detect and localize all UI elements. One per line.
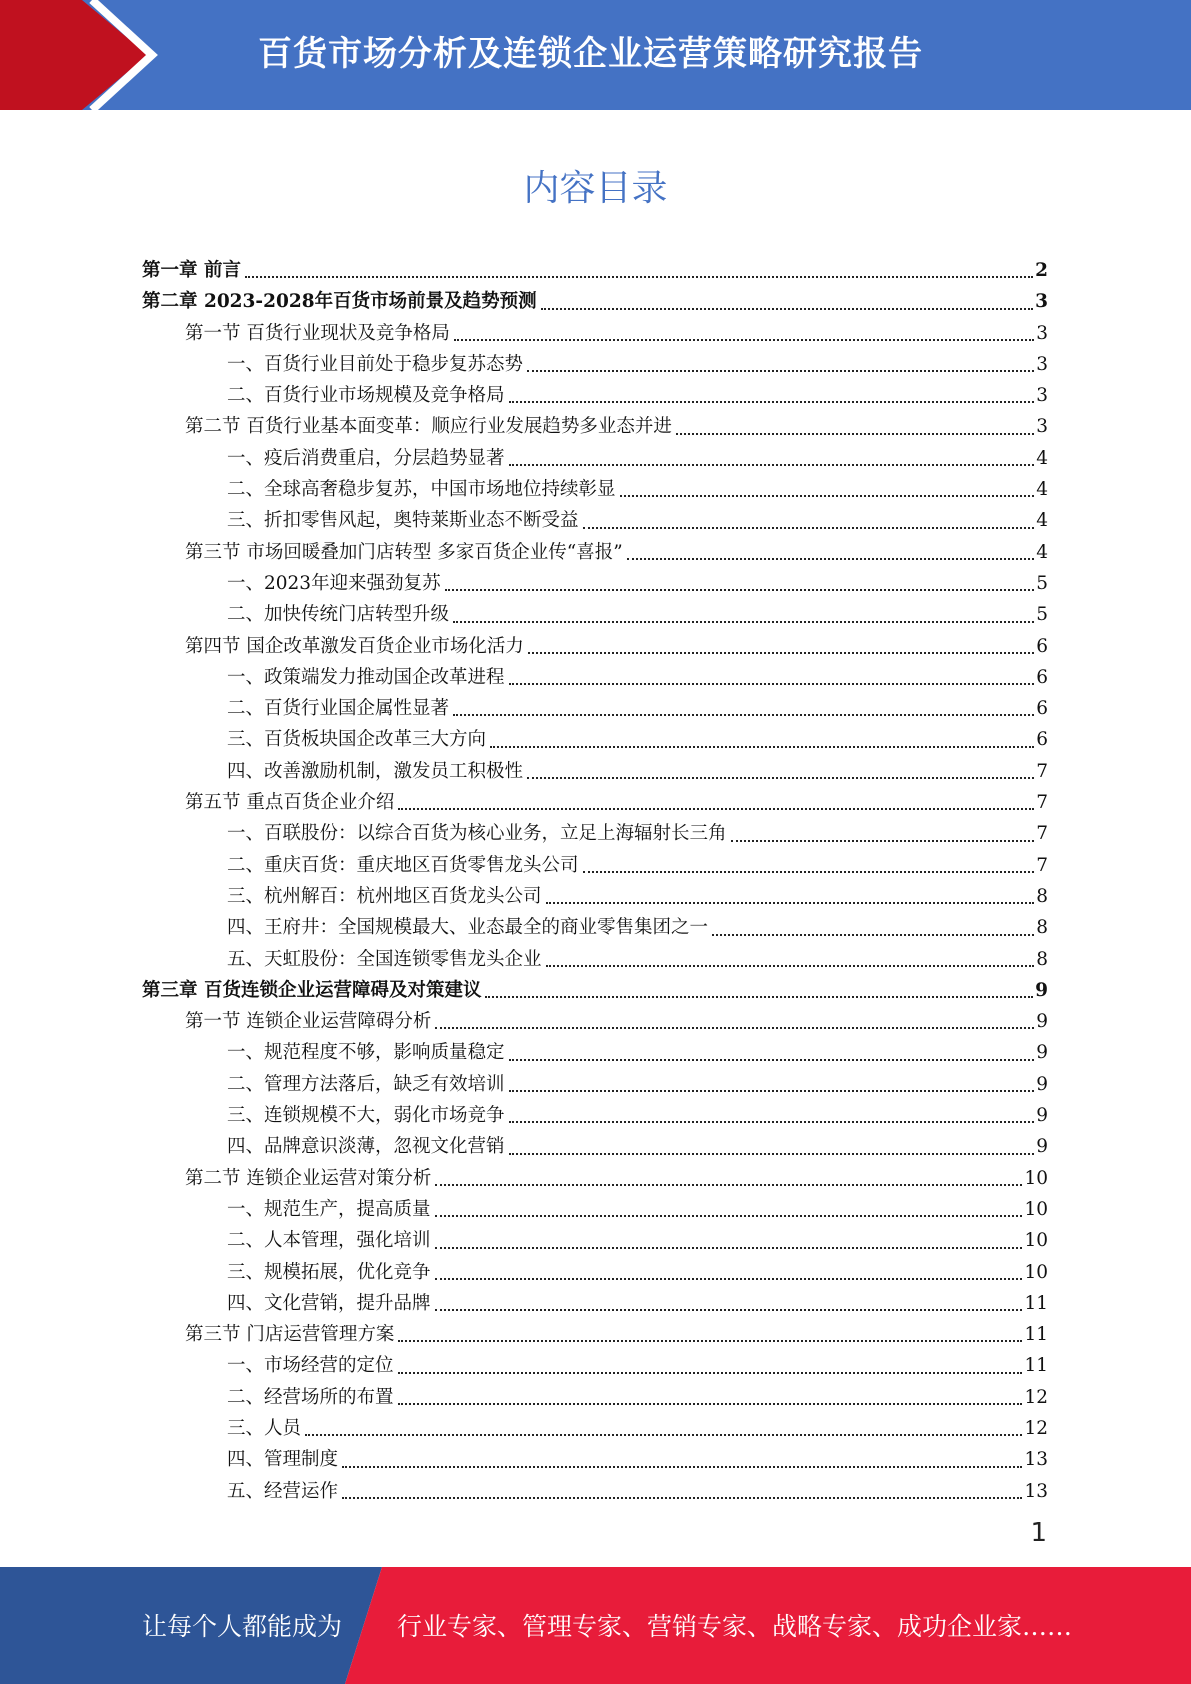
toc-entry[interactable]: [142, 1350, 1048, 1381]
toc-entry-page: 2: [1035, 260, 1048, 281]
toc-entry-page: 13: [1024, 1480, 1048, 1502]
toc-entry-page: 4: [1036, 510, 1048, 532]
toc-entry-label: 第一节 百货行业现状及竞争格局: [185, 322, 450, 344]
toc-entry[interactable]: [142, 568, 1048, 599]
toc-entry-label: 三、人员: [227, 1417, 302, 1439]
toc-entry-page: 10: [1024, 1261, 1048, 1283]
toc-entry[interactable]: [142, 1100, 1048, 1131]
toc-entry[interactable]: [142, 1225, 1048, 1256]
toc-leader-dots: [245, 276, 1033, 278]
toc-leader-dots: [528, 652, 1034, 654]
toc-entry-page: 7: [1036, 792, 1048, 814]
toc-entry[interactable]: [142, 975, 1048, 1006]
toc-entry-label: 二、管理方法落后，缺乏有效培训: [227, 1073, 505, 1095]
toc-entry-page: 11: [1024, 1355, 1048, 1377]
toc-leader-dots: [676, 433, 1034, 435]
toc-entry-page: 3: [1036, 353, 1048, 375]
toc-entry[interactable]: [142, 1163, 1048, 1194]
toc-entry-label: 第三章 百货连锁企业运营障碍及对策建议: [142, 979, 482, 1001]
toc-entry-label: 第五节 重点百货企业介绍: [185, 792, 395, 814]
toc-entry-label: 四、文化营销，提升品牌: [227, 1292, 431, 1314]
toc-leader-dots: [712, 934, 1034, 936]
toc-entry-label: 二、重庆百货：重庆地区百货零售龙头公司: [227, 854, 579, 876]
toc-entry-page: 12: [1024, 1386, 1048, 1408]
toc-entry[interactable]: [142, 1476, 1048, 1507]
toc-entry-page: 9: [1036, 1105, 1048, 1127]
toc-entry-label: 第二章 2023-2028年百货市场前景及趋势预测: [142, 291, 537, 313]
toc-leader-dots: [509, 1059, 1035, 1061]
toc-entry-label: 四、品牌意识淡薄，忽视文化营销: [227, 1136, 505, 1158]
toc-entry-label: 二、人本管理，强化培训: [227, 1230, 431, 1252]
toc-leader-dots: [509, 1121, 1035, 1123]
toc-leader-dots: [435, 1309, 1023, 1311]
toc-leader-dots: [583, 527, 1035, 529]
toc-entry[interactable]: [142, 881, 1048, 912]
toc-entry-page: 7: [1036, 823, 1048, 845]
footer-slogan-left: 让每个人都能成为: [142, 1612, 343, 1641]
toc-entry[interactable]: [142, 724, 1048, 755]
toc-entry[interactable]: [142, 818, 1048, 849]
toc-entry-label: 四、改善激励机制，激发员工积极性: [227, 760, 524, 782]
toc-entry-page: 9: [1036, 1011, 1048, 1033]
toc-entry-label: 二、全球高奢稳步复苏，中国市场地位持续彰显: [227, 479, 616, 501]
toc-leader-dots: [485, 996, 1033, 998]
toc-entry[interactable]: [142, 1069, 1048, 1100]
toc-entry-page: 9: [1036, 1042, 1048, 1064]
toc-leader-dots: [453, 621, 1034, 623]
toc-entry-page: 8: [1036, 885, 1048, 907]
toc-entry-page: 9: [1036, 1136, 1048, 1158]
toc-leader-dots: [398, 1403, 1023, 1405]
toc-entry-label: 第二节 连锁企业运营对策分析: [185, 1167, 432, 1189]
toc-heading: 内容目录: [523, 168, 668, 209]
toc-entry-label: 第四节 国企改革激发百货企业市场化活力: [185, 635, 524, 657]
toc-entry[interactable]: [142, 693, 1048, 724]
toc-entry-label: 五、经营运作: [227, 1480, 339, 1502]
toc-entry-label: 三、百货板块国企改革三大方向: [227, 729, 487, 751]
toc-leader-dots: [546, 902, 1035, 904]
toc-entry-label: 第三节 市场回暖叠加门店转型 多家百货企业传“喜报”: [185, 541, 623, 563]
toc-entry-label: 四、管理制度: [227, 1449, 339, 1471]
toc-leader-dots: [435, 1247, 1023, 1249]
toc-leader-dots: [398, 1340, 1022, 1342]
toc-entry-label: 第一章 前言: [142, 260, 241, 281]
toc-entry[interactable]: [142, 537, 1048, 568]
toc-leader-dots: [509, 401, 1035, 403]
toc-entry-label: 一、百联股份：以综合百货为核心业务，立足上海辐射长三角: [227, 823, 727, 845]
toc-entry-label: 三、折扣零售风起，奥特莱斯业态不断受益: [227, 510, 579, 532]
toc-entry[interactable]: [142, 787, 1048, 818]
toc-entry[interactable]: [142, 255, 1048, 286]
toc-entry-label: 二、百货行业市场规模及竞争格局: [227, 385, 505, 407]
toc-leader-dots: [398, 1372, 1023, 1374]
toc-entry-label: 第三节 门店运营管理方案: [185, 1324, 395, 1346]
toc-entry-page: 10: [1024, 1167, 1048, 1189]
toc-entry[interactable]: [142, 1288, 1048, 1319]
toc-entry-page: 3: [1036, 322, 1048, 344]
toc-entry-label: 一、规范程度不够，影响质量稳定: [227, 1042, 505, 1064]
toc-leader-dots: [342, 1497, 1022, 1499]
toc-entry-page: 8: [1036, 917, 1048, 939]
toc-entry[interactable]: [142, 599, 1048, 630]
toc-entry-page: 11: [1024, 1324, 1048, 1346]
toc-entry[interactable]: [142, 505, 1048, 536]
header-banner: [0, 0, 1191, 110]
toc-entry[interactable]: [142, 1194, 1048, 1225]
toc-entry[interactable]: [142, 411, 1048, 442]
toc-leader-dots: [527, 370, 1034, 372]
toc-entry-page: 6: [1036, 729, 1048, 751]
toc-entry-label: 第二节 百货行业基本面变革：顺应行业发展趋势多业态并进: [185, 416, 672, 438]
toc-entry-page: 5: [1036, 604, 1048, 626]
toc-entry-label: 二、加快传统门店转型升级: [227, 604, 450, 626]
toc-leader-dots: [509, 683, 1035, 685]
toc-entry-page: 12: [1024, 1417, 1048, 1439]
toc-entry-page: 4: [1036, 541, 1048, 563]
toc-entry[interactable]: [142, 1382, 1048, 1413]
toc-entry-page: 9: [1036, 1073, 1048, 1095]
toc-entry[interactable]: [142, 662, 1048, 693]
toc-entry-label: 一、市场经营的定位: [227, 1355, 394, 1377]
toc-entry-page: 9: [1035, 979, 1048, 1001]
toc-entry-label: 一、政策端发力推动国企改革进程: [227, 666, 505, 688]
toc-entry[interactable]: [142, 349, 1048, 380]
toc-entry[interactable]: [142, 1006, 1048, 1037]
toc-leader-dots: [583, 871, 1035, 873]
toc-entry[interactable]: [142, 474, 1048, 505]
toc-entry-label: 一、2023年迎来强劲复苏: [227, 572, 441, 594]
toc-leader-dots: [620, 495, 1035, 497]
toc-entry-label: 一、百货行业目前处于稳步复苏态势: [227, 353, 524, 375]
toc-entry-label: 三、连锁规模不大，弱化市场竞争: [227, 1105, 505, 1127]
toc-entry-page: 8: [1036, 948, 1048, 970]
toc-entry-label: 第一节 连锁企业运营障碍分析: [185, 1011, 432, 1033]
footer-slogan-right: 行业专家、管理专家、营销专家、战略专家、成功企业家……: [397, 1612, 1073, 1641]
toc-entry-page: 10: [1024, 1230, 1048, 1252]
toc-entry[interactable]: [142, 1444, 1048, 1475]
toc-entry[interactable]: [142, 318, 1048, 349]
toc-entry-page: 13: [1024, 1449, 1048, 1471]
toc-entry[interactable]: [142, 1257, 1048, 1288]
toc-entry-page: 3: [1036, 416, 1048, 438]
toc-entry-label: 二、经营场所的布置: [227, 1386, 394, 1408]
toc-leader-dots: [398, 808, 1034, 810]
toc-entry-page: 6: [1036, 635, 1048, 657]
toc-entry[interactable]: [142, 286, 1048, 317]
toc-entry-label: 一、疫后消费重启，分层趋势显著: [227, 447, 505, 469]
toc-leader-dots: [435, 1184, 1022, 1186]
toc-leader-dots: [546, 965, 1035, 967]
toc-entry-label: 一、规范生产，提高质量: [227, 1198, 431, 1220]
toc-entry-page: 5: [1036, 572, 1048, 594]
toc-leader-dots: [541, 308, 1034, 310]
toc-entry[interactable]: [142, 756, 1048, 787]
toc-leader-dots: [509, 1153, 1035, 1155]
toc-leader-dots: [731, 840, 1035, 842]
toc-entry[interactable]: [142, 1413, 1048, 1444]
toc-leader-dots: [509, 1090, 1035, 1092]
toc-entry[interactable]: [142, 631, 1048, 662]
toc-entry[interactable]: [142, 1037, 1048, 1068]
toc-leader-dots: [445, 589, 1035, 591]
report-title: 百货市场分析及连锁企业运营策略研究报告: [258, 34, 923, 74]
toc-leader-dots: [527, 777, 1034, 779]
toc-entry-page: 3: [1036, 385, 1048, 407]
toc-entry-label: 二、百货行业国企属性显著: [227, 698, 450, 720]
toc-leader-dots: [435, 1027, 1034, 1029]
toc-entry-page: 11: [1024, 1292, 1048, 1314]
footer-banner: [0, 1567, 1191, 1684]
toc-leader-dots: [305, 1434, 1022, 1436]
toc-leader-dots: [627, 558, 1035, 560]
toc-entry-label: 四、王府井：全国规模最大、业态最全的商业零售集团之一: [227, 917, 709, 939]
table-of-contents: [142, 255, 1048, 1507]
toc-entry-page: 7: [1036, 760, 1048, 782]
toc-entry[interactable]: [142, 1319, 1048, 1350]
toc-leader-dots: [509, 464, 1035, 466]
toc-entry[interactable]: [142, 912, 1048, 943]
toc-entry-page: 10: [1024, 1198, 1048, 1220]
toc-entry-page: 6: [1036, 666, 1048, 688]
page-number: 1: [1030, 1518, 1047, 1548]
toc-entry-label: 三、规模拓展，优化竞争: [227, 1261, 431, 1283]
toc-entry[interactable]: [142, 380, 1048, 411]
toc-leader-dots: [435, 1215, 1023, 1217]
toc-leader-dots: [454, 339, 1034, 341]
toc-entry[interactable]: [142, 944, 1048, 975]
toc-entry-page: 4: [1036, 447, 1048, 469]
toc-leader-dots: [490, 746, 1034, 748]
toc-entry-page: 7: [1036, 854, 1048, 876]
toc-entry[interactable]: [142, 443, 1048, 474]
toc-entry-label: 五、天虹股份：全国连锁零售龙头企业: [227, 948, 542, 970]
toc-entry-page: 3: [1035, 291, 1048, 313]
toc-leader-dots: [435, 1278, 1023, 1280]
toc-leader-dots: [453, 714, 1034, 716]
toc-entry-label: 三、杭州解百：杭州地区百货龙头公司: [227, 885, 542, 907]
toc-entry[interactable]: [142, 850, 1048, 881]
toc-entry-page: 4: [1036, 479, 1048, 501]
toc-entry[interactable]: [142, 1131, 1048, 1162]
toc-entry-page: 6: [1036, 698, 1048, 720]
toc-leader-dots: [342, 1466, 1022, 1468]
